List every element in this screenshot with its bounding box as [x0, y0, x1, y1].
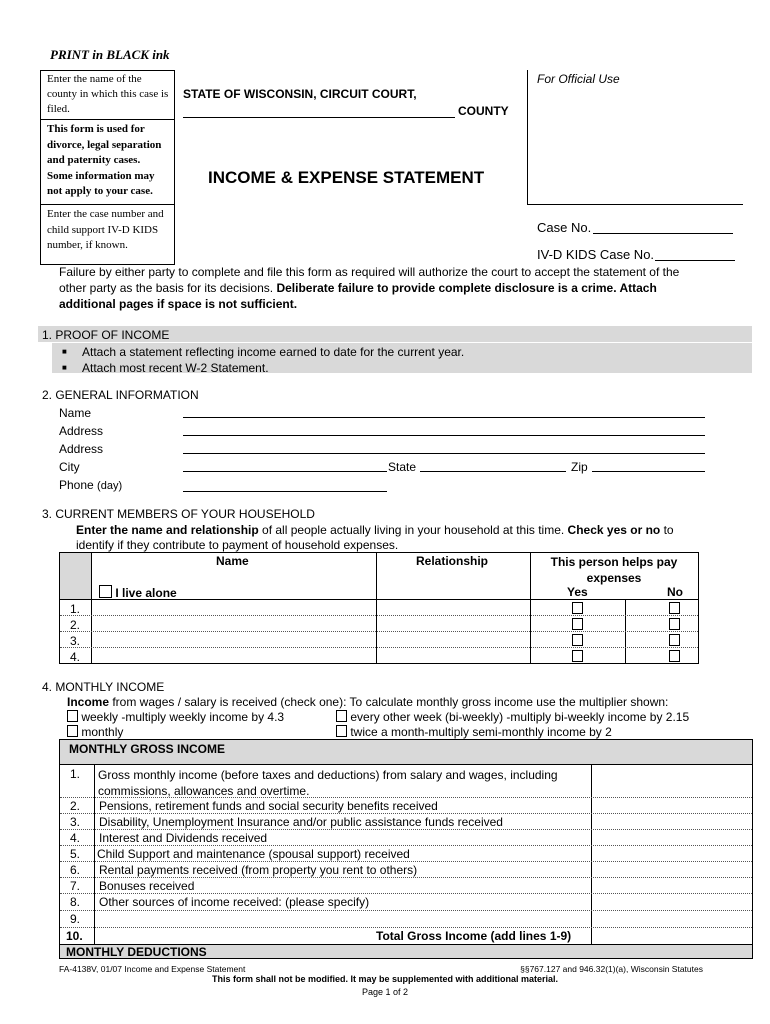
member-name-field[interactable]	[92, 648, 375, 663]
income-line-label: Pensions, retirement funds and social security benefits received	[99, 799, 438, 813]
twice-monthly-option[interactable]: twice a month-multiply semi-monthly income by 2	[336, 725, 612, 739]
income-line-label: Bonuses received	[99, 879, 195, 893]
city-label: City	[59, 460, 80, 474]
no-checkbox[interactable]	[669, 602, 680, 614]
phone-field[interactable]	[183, 491, 387, 492]
member-relationship-field[interactable]	[377, 600, 529, 615]
section1-title: 1. PROOF OF INCOME	[42, 328, 170, 342]
official-use-label: For Official Use	[537, 72, 620, 86]
form-title: INCOME & EXPENSE STATEMENT	[208, 168, 485, 187]
biweekly-option[interactable]: every other week (bi-weekly) -multiply bi-weekly income by 2.15	[336, 710, 689, 724]
gross-income-header: MONTHLY GROSS INCOME	[69, 742, 226, 756]
row-number: 2.	[70, 618, 81, 632]
amount-field[interactable]	[592, 911, 752, 927]
income-instructions: Income from wages / salary is received (check one): To calculate monthly gross income use the multiplier shown:	[67, 695, 669, 709]
court-title: STATE OF WISCONSIN, CIRCUIT COURT,	[183, 87, 417, 101]
total-amount-field[interactable]	[592, 928, 752, 943]
case-note	[47, 207, 177, 254]
no-checkbox[interactable]	[669, 634, 680, 646]
address1-field[interactable]	[183, 435, 705, 436]
amount-field[interactable]	[592, 862, 752, 877]
biweekly-checkbox[interactable]	[336, 710, 347, 722]
county-label: COUNTY	[458, 104, 509, 118]
monthly-checkbox[interactable]	[67, 725, 78, 737]
line-number: 7.	[70, 879, 81, 893]
no-header: No	[667, 585, 683, 599]
twice-monthly-checkbox[interactable]	[336, 725, 347, 737]
intro-bold: Deliberate failure to provide complete disclosure is a crime. Attach	[276, 281, 657, 295]
page-number: Page 1 of 2	[361, 987, 409, 997]
name-field[interactable]	[183, 417, 705, 418]
amount-field[interactable]	[592, 894, 752, 910]
yes-header: Yes	[567, 585, 588, 599]
address2-field[interactable]	[183, 453, 705, 454]
col-name-header: Name	[216, 554, 249, 568]
state-label: State	[388, 460, 417, 474]
total-gross-income-label: Total Gross Income (add lines 1-9)	[376, 929, 572, 943]
live-alone-checkbox[interactable]	[99, 585, 112, 598]
county-note-line: Enter the name of the	[47, 73, 142, 85]
section3-instructions: Enter the name and relationship of all people actually living in your household at this time. Check yes or no to identify if they contribute to payment of household expenses.	[76, 523, 674, 552]
member-name-field[interactable]	[92, 632, 375, 647]
usage-note-line: not apply to your case.	[47, 185, 153, 197]
member-relationship-field[interactable]	[377, 632, 529, 647]
no-checkbox[interactable]	[669, 650, 680, 662]
usage-note-line: divorce, legal separation	[47, 138, 162, 151]
income-line-label: Disability, Unemployment Insurance and/or public assistance funds received	[99, 815, 503, 829]
amount-field[interactable]	[592, 814, 752, 829]
intro-plain: other party as the basis for its decisions.	[59, 281, 277, 295]
row-number: 4.	[70, 650, 81, 664]
county-note-line: filed.	[47, 103, 70, 115]
line-number: 1.	[70, 767, 81, 781]
amount-field[interactable]	[592, 878, 752, 893]
section3-title: 3. CURRENT MEMBERS OF YOUR HOUSEHOLD	[42, 507, 315, 521]
state-field[interactable]	[420, 471, 566, 472]
bullet-item: ■ Attach a statement reflecting income earned to date for the current year.	[62, 345, 465, 359]
amount-field[interactable]	[592, 765, 752, 797]
income-line-label: Rental payments received (from property you rent to others)	[99, 863, 418, 877]
line-number: 4.	[70, 831, 81, 845]
county-note-line: county in which this case is	[47, 88, 169, 100]
member-relationship-field[interactable]	[377, 616, 529, 631]
print-note: PRINT in BLACK ink	[50, 47, 170, 62]
statutes: §§767.127 and 946.32(1)(a), Wisconsin Statutes	[520, 964, 703, 974]
weekly-option[interactable]: weekly -multiply weekly income by 4.3	[67, 710, 284, 724]
line-number: 2.	[70, 799, 81, 813]
yes-checkbox[interactable]	[572, 602, 583, 614]
case-note-line: child support IV-D KIDS	[47, 223, 159, 236]
no-checkbox[interactable]	[669, 618, 680, 630]
zip-field[interactable]	[592, 471, 705, 472]
intro-line-2	[59, 280, 759, 296]
section2-title: 2. GENERAL INFORMATION	[42, 388, 199, 402]
form-id: FA-4138V, 01/07 Income and Expense Statement	[59, 964, 246, 974]
member-name-field[interactable]	[92, 600, 375, 615]
footer-notice: This form shall not be modified. It may be supplemented with additional material.	[211, 974, 559, 984]
col-relationship-header: Relationship	[416, 554, 489, 568]
case-note-line: number, if known.	[47, 239, 128, 251]
line-number: 6.	[70, 863, 81, 877]
usage-note-line: Some information may	[47, 169, 155, 182]
usage-note-line: This form is used for	[47, 123, 145, 135]
member-relationship-field[interactable]	[377, 648, 529, 663]
ivd-label: IV-D KIDS Case No.	[537, 247, 655, 262]
case-no-label: Case No.	[537, 220, 592, 235]
row-number: 3.	[70, 634, 81, 648]
case-note-line: Enter the case number and	[47, 208, 164, 220]
col-helps-header: This person helps pay expenses	[550, 555, 678, 585]
county-name-field[interactable]	[183, 117, 455, 118]
usage-note	[47, 122, 175, 200]
amount-field[interactable]	[592, 830, 752, 845]
county-note	[47, 72, 177, 117]
address2-label: Address	[59, 442, 104, 456]
total-line-number: 10.	[66, 929, 83, 943]
intro-line-3: additional pages if space is not sufficient.	[59, 297, 298, 311]
ivd-field[interactable]	[655, 260, 735, 261]
yes-checkbox[interactable]	[572, 650, 583, 662]
section4-title: 4. MONTHLY INCOME	[42, 680, 165, 694]
zip-label: Zip	[571, 460, 588, 474]
income-line-label: Gross monthly income (before taxes and deductions) from salary and wages, including commissions, allowances and overtime.	[98, 768, 558, 798]
intro-line-1: Failure by either party to complete and file this form as required will authorize the court to accept the statement of the	[59, 265, 680, 279]
member-name-field[interactable]	[92, 616, 375, 631]
weekly-checkbox[interactable]	[67, 710, 78, 722]
line-number: 5.	[70, 847, 81, 861]
monthly-option[interactable]: monthly	[67, 725, 123, 739]
deductions-header: MONTHLY DEDUCTIONS	[66, 945, 207, 959]
row-number: 1.	[70, 602, 81, 616]
intro-text	[59, 264, 759, 312]
phone-label: Phone (day)	[59, 478, 123, 492]
bullet-item: ■ Attach most recent W-2 Statement.	[62, 361, 269, 375]
yes-checkbox[interactable]	[572, 634, 583, 646]
amount-field[interactable]	[592, 798, 752, 813]
usage-note-line: and paternity cases.	[47, 154, 141, 166]
income-line-label: Interest and Dividends received	[99, 831, 268, 845]
line-number: 9.	[70, 912, 81, 926]
live-alone-option[interactable]: I live alone	[99, 585, 177, 600]
line-number: 3.	[70, 815, 81, 829]
name-label: Name	[59, 406, 92, 420]
section1-bullets	[62, 344, 464, 376]
line-number: 8.	[70, 895, 81, 909]
case-no-field[interactable]	[593, 233, 733, 234]
income-line-label: Other sources of income received: (please specify)	[99, 895, 370, 909]
city-field[interactable]	[183, 471, 387, 472]
income-line-label: Child Support and maintenance (spousal support) received	[97, 847, 410, 861]
address1-label: Address	[59, 424, 104, 438]
yes-checkbox[interactable]	[572, 618, 583, 630]
amount-field[interactable]	[592, 846, 752, 861]
